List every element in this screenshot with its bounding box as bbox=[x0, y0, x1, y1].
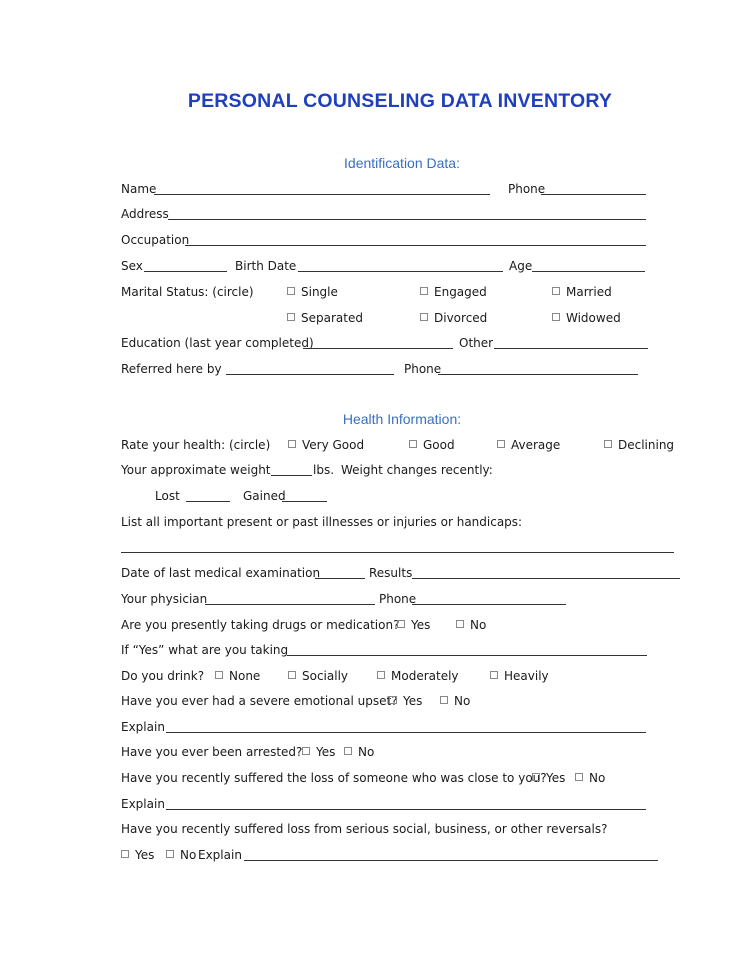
checkbox-icon bbox=[575, 773, 583, 781]
age-field[interactable] bbox=[532, 271, 645, 272]
name-label: Name bbox=[121, 182, 157, 196]
checkbox-icon bbox=[288, 440, 296, 448]
drugs-label: Are you presently taking drugs or medication? bbox=[121, 618, 400, 632]
identification-heading: Identification Data: bbox=[344, 155, 460, 171]
marital-option-divorced[interactable] bbox=[420, 311, 487, 325]
checkbox-icon bbox=[497, 440, 505, 448]
referred-label: Referred here by bbox=[121, 362, 222, 376]
option-label: Declining bbox=[618, 438, 675, 452]
option-label: Engaged bbox=[434, 285, 487, 299]
upset-no-option[interactable] bbox=[440, 694, 470, 708]
loss-label: Have you recently suffered the loss of someone who was close to you? bbox=[121, 771, 547, 785]
illness-field[interactable] bbox=[121, 552, 674, 553]
marital-option-separated[interactable] bbox=[287, 311, 363, 325]
loss-yes-option[interactable] bbox=[532, 771, 565, 785]
results-label: Results bbox=[369, 566, 413, 580]
option-label: No bbox=[470, 618, 487, 632]
option-label: Yes bbox=[411, 618, 431, 632]
option-label: Yes bbox=[135, 848, 155, 862]
option-label: Moderately bbox=[391, 669, 459, 683]
other-label: Other bbox=[459, 336, 494, 350]
health-heading: Health Information: bbox=[342, 411, 462, 427]
option-label: No bbox=[589, 771, 606, 785]
drink-option-none[interactable] bbox=[215, 669, 260, 683]
address-field[interactable] bbox=[168, 219, 646, 220]
arrested-yes-option[interactable] bbox=[302, 745, 335, 759]
option-label: Married bbox=[566, 285, 612, 299]
health-option-good[interactable] bbox=[409, 438, 455, 452]
option-label: Yes bbox=[316, 745, 336, 759]
explain-field[interactable] bbox=[166, 809, 646, 810]
checkbox-icon bbox=[440, 696, 448, 704]
marital-option-engaged[interactable] bbox=[420, 285, 487, 299]
lost-label: Lost bbox=[155, 489, 180, 503]
education-label: Education (last year completed) bbox=[121, 336, 314, 350]
checkbox-icon bbox=[166, 850, 174, 858]
checkbox-icon bbox=[552, 287, 560, 295]
upset-yes-option[interactable] bbox=[389, 694, 422, 708]
referred-phone-field[interactable] bbox=[438, 374, 638, 375]
option-label: Heavily bbox=[504, 669, 549, 683]
arrested-label: Have you ever been arrested? bbox=[121, 745, 303, 759]
checkbox-icon bbox=[490, 671, 498, 679]
gained-field[interactable] bbox=[282, 501, 327, 502]
option-label: Divorced bbox=[434, 311, 488, 325]
phone-field[interactable] bbox=[541, 194, 646, 195]
checkbox-icon bbox=[604, 440, 612, 448]
if-yes-field[interactable] bbox=[287, 655, 647, 656]
lost-field[interactable] bbox=[186, 501, 230, 502]
drink-option-moderately[interactable] bbox=[377, 669, 459, 683]
exam-field[interactable] bbox=[315, 578, 365, 579]
option-label: Widowed bbox=[566, 311, 621, 325]
physician-phone-label: Phone bbox=[379, 592, 417, 606]
results-field[interactable] bbox=[412, 578, 680, 579]
option-label: No bbox=[454, 694, 471, 708]
checkbox-icon bbox=[456, 620, 464, 628]
if-yes-label: If “Yes” what are you taking bbox=[121, 643, 289, 657]
drugs-no-option[interactable] bbox=[456, 618, 486, 632]
option-label: Very Good bbox=[302, 438, 365, 452]
birth-date-field[interactable] bbox=[298, 271, 503, 272]
gained-label: Gained bbox=[243, 489, 286, 503]
loss-no-option[interactable] bbox=[575, 771, 605, 785]
reversals-label: Have you recently suffered loss from serious social, business, or other reversals? bbox=[121, 822, 608, 836]
checkbox-icon bbox=[420, 287, 428, 295]
weight-field[interactable] bbox=[271, 475, 312, 476]
reversals-no-option[interactable] bbox=[166, 848, 196, 862]
lbs-label: lbs. bbox=[313, 463, 335, 477]
checkbox-icon bbox=[420, 313, 428, 321]
physician-field[interactable] bbox=[205, 604, 375, 605]
explain-label: Explain bbox=[121, 720, 165, 734]
weight-label: Your approximate weight bbox=[121, 463, 271, 477]
form-title: PERSONAL COUNSELING DATA INVENTORY bbox=[187, 90, 613, 112]
marital-option-widowed[interactable] bbox=[552, 311, 621, 325]
occupation-field[interactable] bbox=[185, 245, 646, 246]
checkbox-icon bbox=[287, 313, 295, 321]
illness-label: List all important present or past illnesses or injuries or handicaps: bbox=[121, 515, 523, 529]
explain-label: Explain bbox=[198, 848, 242, 862]
checkbox-icon bbox=[302, 747, 310, 755]
option-label: Good bbox=[423, 438, 455, 452]
phone-label: Phone bbox=[508, 182, 546, 196]
checkbox-icon bbox=[532, 773, 540, 781]
marital-status-label: Marital Status: (circle) bbox=[121, 285, 254, 299]
reversals-yes-option[interactable] bbox=[121, 848, 154, 862]
explain-field[interactable] bbox=[244, 860, 658, 861]
option-label: Separated bbox=[301, 311, 363, 325]
birth-date-label: Birth Date bbox=[235, 259, 297, 273]
exam-label: Date of last medical examination bbox=[121, 566, 321, 580]
checkbox-icon bbox=[552, 313, 560, 321]
referred-phone-label: Phone bbox=[404, 362, 442, 376]
drink-option-heavily[interactable] bbox=[490, 669, 549, 683]
option-label: No bbox=[180, 848, 197, 862]
drugs-yes-option[interactable] bbox=[397, 618, 430, 632]
sex-label: Sex bbox=[121, 259, 143, 273]
physician-label: Your physician bbox=[121, 592, 208, 606]
physician-phone-field[interactable] bbox=[412, 604, 566, 605]
drink-label: Do you drink? bbox=[121, 669, 205, 683]
checkbox-icon bbox=[287, 287, 295, 295]
occupation-label: Occupation bbox=[121, 233, 190, 247]
drink-option-socially[interactable] bbox=[288, 669, 348, 683]
sex-field[interactable] bbox=[144, 271, 227, 272]
health-option-very-good[interactable] bbox=[288, 438, 364, 452]
rate-health-label: Rate your health: (circle) bbox=[121, 438, 271, 452]
marital-option-married[interactable] bbox=[552, 285, 612, 299]
explain-field[interactable] bbox=[166, 732, 646, 733]
other-field[interactable] bbox=[494, 348, 648, 349]
option-label: Average bbox=[511, 438, 561, 452]
checkbox-icon bbox=[344, 747, 352, 755]
name-field[interactable] bbox=[154, 194, 490, 195]
checkbox-icon bbox=[215, 671, 223, 679]
checkbox-icon bbox=[397, 620, 405, 628]
upset-label: Have you ever had a severe emotional upset? bbox=[121, 694, 398, 708]
arrested-no-option[interactable] bbox=[344, 745, 374, 759]
option-label: None bbox=[229, 669, 261, 683]
option-label: Yes bbox=[546, 771, 566, 785]
education-field[interactable] bbox=[303, 348, 453, 349]
option-label: Socially bbox=[302, 669, 349, 683]
address-label: Address bbox=[121, 207, 169, 221]
referred-field[interactable] bbox=[226, 374, 394, 375]
checkbox-icon bbox=[389, 696, 397, 704]
weight-change-label: Weight changes recently: bbox=[341, 463, 493, 477]
health-option-average[interactable] bbox=[497, 438, 560, 452]
checkbox-icon bbox=[121, 850, 129, 858]
marital-option-single[interactable] bbox=[287, 285, 338, 299]
option-label: No bbox=[358, 745, 375, 759]
checkbox-icon bbox=[377, 671, 385, 679]
age-label: Age bbox=[509, 259, 533, 273]
checkbox-icon bbox=[409, 440, 417, 448]
explain-label: Explain bbox=[121, 797, 165, 811]
checkbox-icon bbox=[288, 671, 296, 679]
option-label: Single bbox=[301, 285, 338, 299]
option-label: Yes bbox=[403, 694, 423, 708]
health-option-declining[interactable] bbox=[604, 438, 674, 452]
